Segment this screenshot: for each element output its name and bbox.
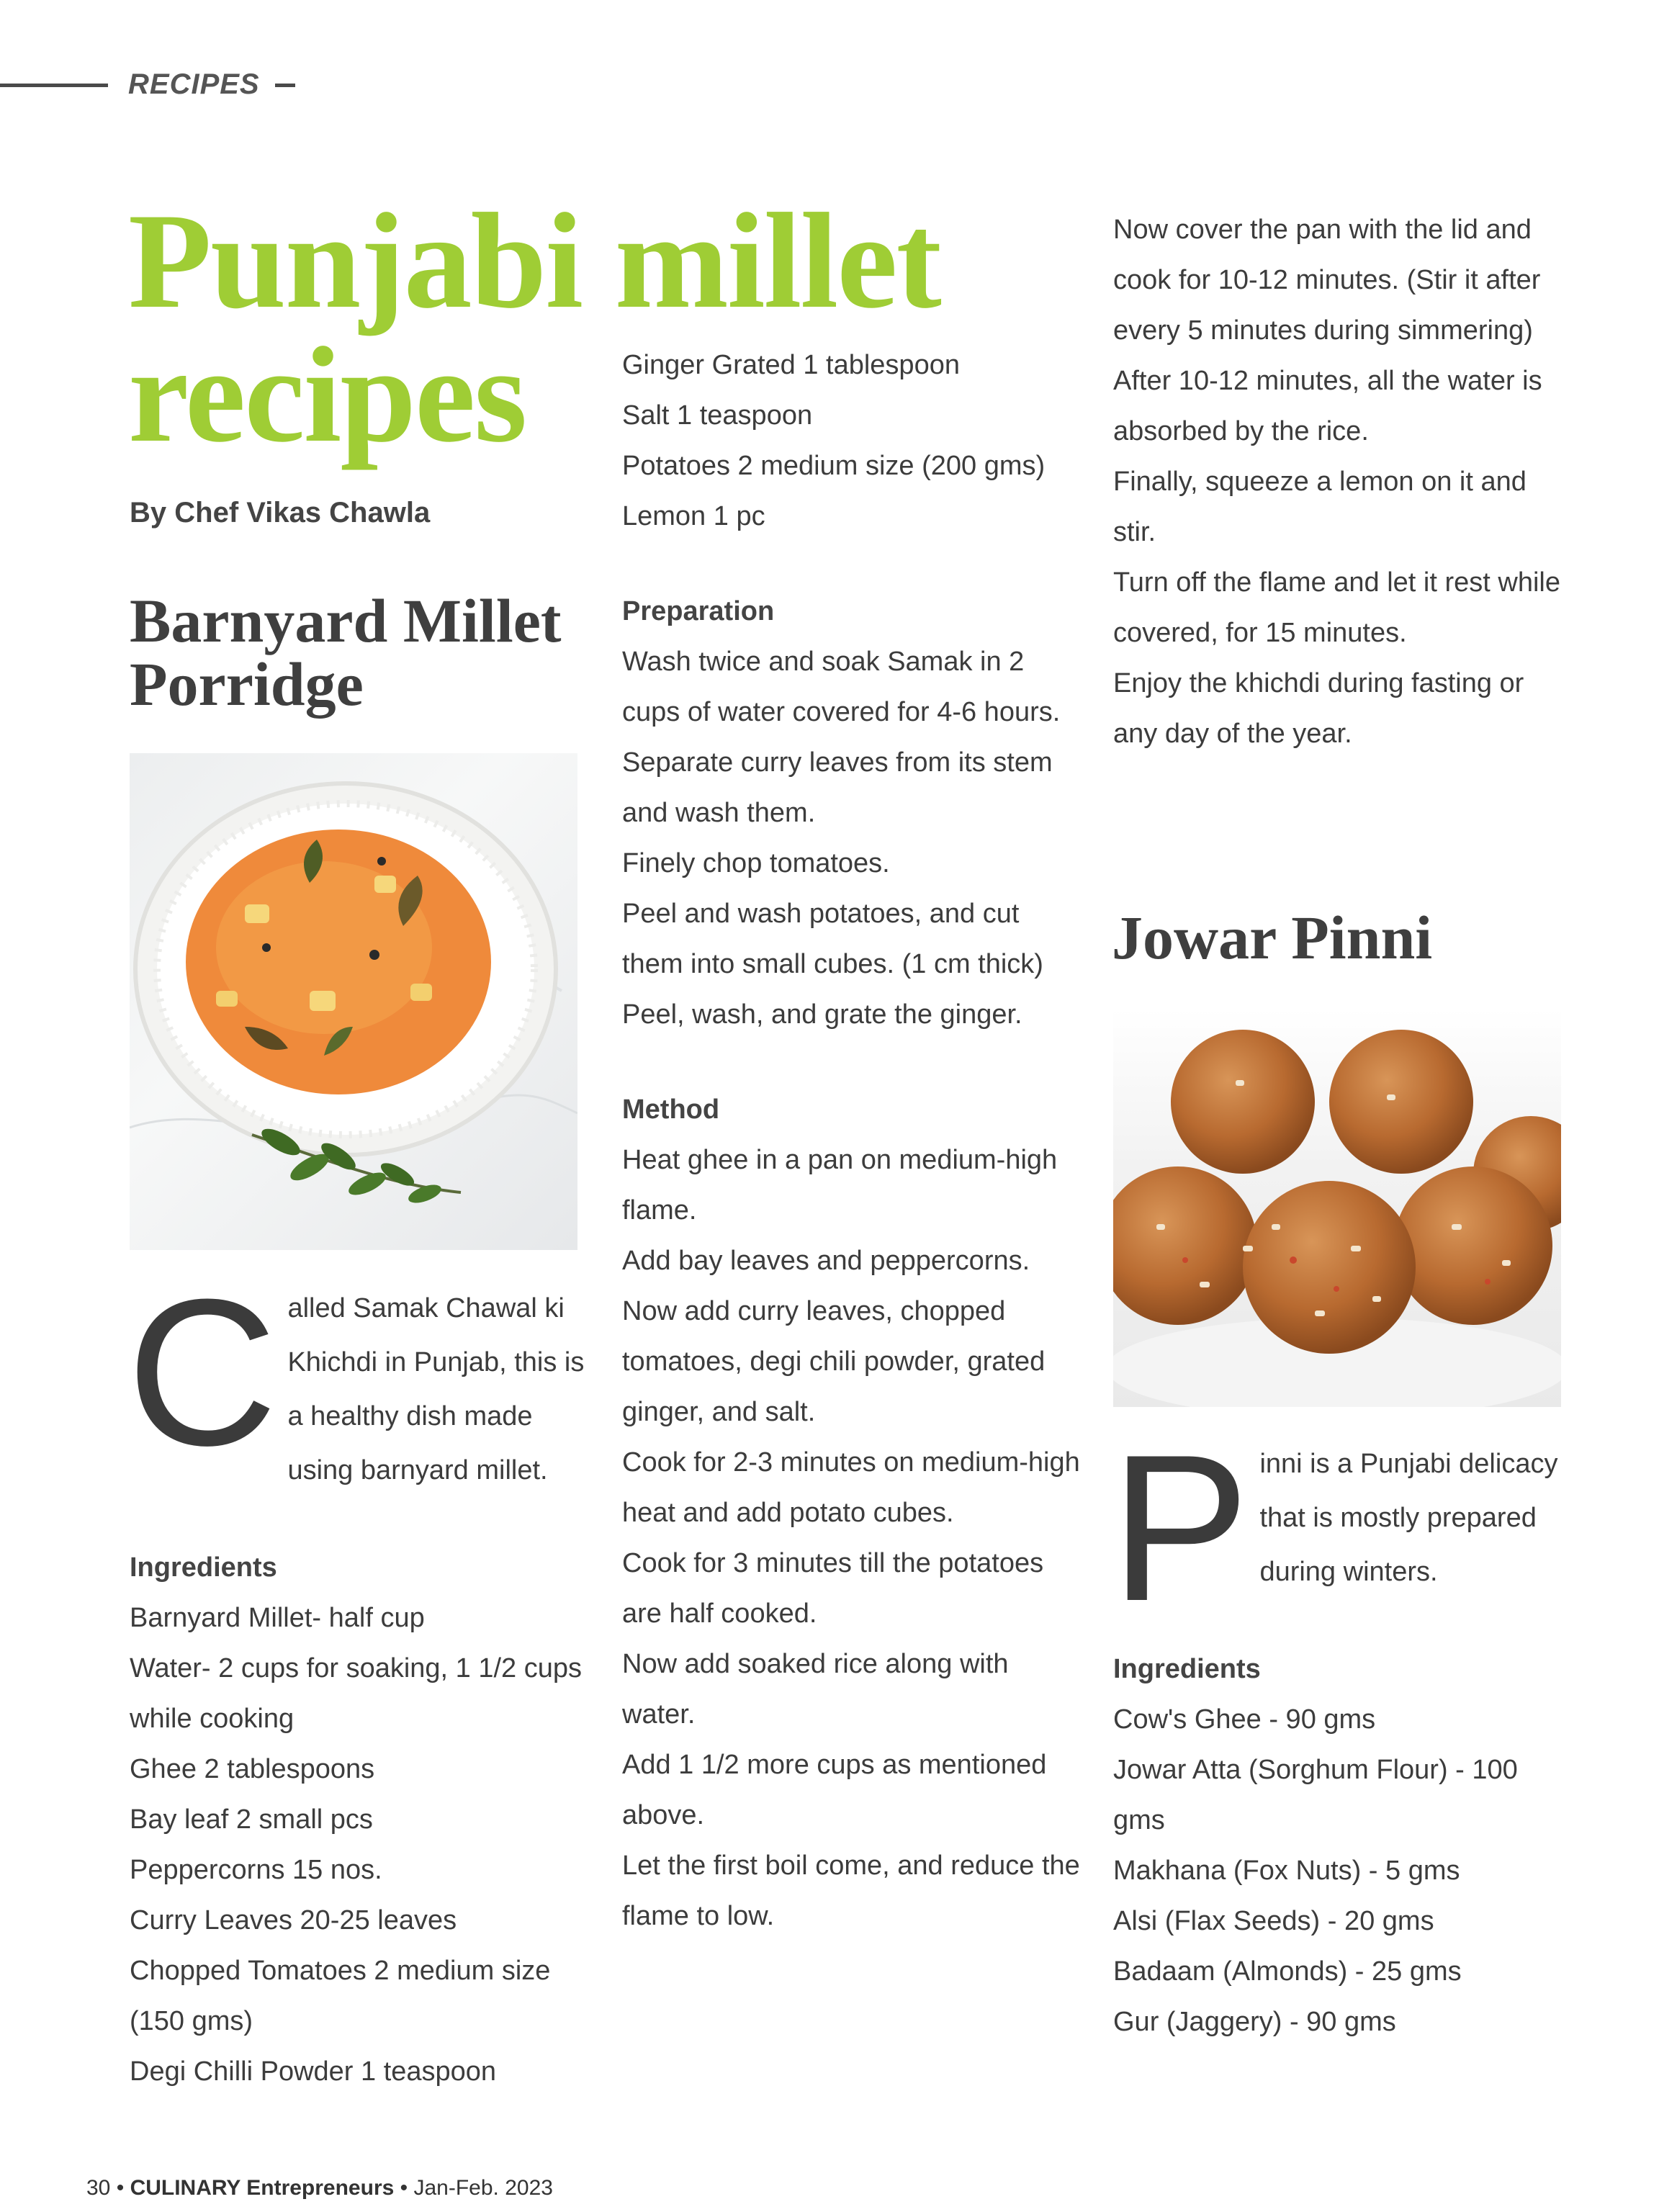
ingredient-item: Jowar Atta (Sorghum Flour) - 100 gms bbox=[1113, 1755, 1518, 1835]
preparation-step: Separate curry leaves from its stem and wash them. bbox=[622, 747, 1053, 828]
issue-date: Jan-Feb. 2023 bbox=[413, 2176, 553, 2200]
ingredient-item: Alsi (Flax Seeds) - 20 gms bbox=[1113, 1906, 1434, 1936]
preparation-step: Peel and wash potatoes, and cut them into small cubes. (1 cm thick) bbox=[622, 899, 1043, 979]
method-step: After 10-12 minutes, all the water is absorbed by the rice. bbox=[1113, 366, 1542, 446]
porridge-illustration bbox=[130, 753, 577, 1250]
ingredient-item: Curry Leaves 20-25 leaves bbox=[130, 1905, 457, 1936]
recipe-title-jowar-pinni: Jowar Pinni bbox=[1112, 903, 1433, 972]
ingredient-item: Makhana (Fox Nuts) - 5 gms bbox=[1113, 1856, 1460, 1886]
page-number: 30 bbox=[86, 2176, 111, 2200]
recipe-title-barnyard bbox=[130, 586, 590, 719]
method-step: Heat ghee in a pan on medium-high flame. bbox=[622, 1145, 1058, 1226]
header-dash bbox=[275, 84, 295, 87]
footer-bullet: • bbox=[116, 2176, 130, 2200]
section-label: RECIPES bbox=[128, 68, 260, 100]
ingredient-item: Salt 1 teaspoon bbox=[622, 400, 813, 431]
drop-cap: P bbox=[1110, 1411, 1250, 1645]
method-step: Finally, squeeze a lemon on it and stir. bbox=[1113, 467, 1527, 547]
pinni-photo bbox=[1113, 1008, 1561, 1407]
method-step: Let the first boil come, and reduce the flame to low. bbox=[622, 1851, 1080, 1931]
ingredient-item: Potatoes 2 medium size (200 gms) bbox=[622, 451, 1046, 481]
ingredient-item: Water- 2 cups for soaking, 1 1/2 cups while cooking bbox=[130, 1653, 583, 1734]
header-rule bbox=[0, 84, 108, 87]
byline: By Chef Vikas Chawla bbox=[130, 497, 431, 529]
ingredient-item: Peppercorns 15 nos. bbox=[130, 1855, 382, 1885]
ingredient-item: Barnyard Millet- half cup bbox=[130, 1603, 425, 1633]
ingredients-heading: Ingredients bbox=[1113, 1654, 1261, 1684]
method-heading: Method bbox=[622, 1094, 720, 1125]
ingredient-item: Ginger Grated 1 tablespoon bbox=[622, 350, 960, 380]
method-step: Cook for 3 minutes till the potatoes are half cooked. bbox=[622, 1548, 1044, 1629]
pinni-illustration bbox=[1113, 1008, 1561, 1407]
intro-text: alled Samak Chawal ki Khichdi in Punjab, this is a healthy dish made using barnyard millet. bbox=[287, 1293, 585, 1485]
intro-paragraph bbox=[127, 1256, 590, 1498]
method-step: Turn off the flame and let it rest while covered, for 15 minutes. bbox=[1113, 567, 1560, 648]
page-title-line-1: Punjabi millet bbox=[128, 186, 940, 337]
ingredient-item: Lemon 1 pc bbox=[622, 501, 765, 531]
porridge-photo bbox=[130, 753, 577, 1250]
ingredient-item: Gur (Jaggery) - 90 gms bbox=[1113, 2007, 1396, 2037]
method-step: Now add curry leaves, chopped tomatoes, degi chili powder, grated ginger, and salt. bbox=[622, 1296, 1046, 1427]
page-title-line-2: recipes bbox=[128, 320, 526, 471]
method-step: Now add soaked rice along with water. bbox=[622, 1649, 1009, 1730]
ingredient-item: Chopped Tomatoes 2 medium size (150 gms) bbox=[130, 1956, 551, 2036]
method-step: Add bay leaves and peppercorns. bbox=[622, 1246, 1030, 1276]
ingredient-item: Badaam (Almonds) - 25 gms bbox=[1113, 1956, 1462, 1987]
column-right-top bbox=[1113, 204, 1574, 759]
ingredient-item: Ghee 2 tablespoons bbox=[130, 1754, 375, 1784]
column-middle bbox=[622, 340, 1083, 1941]
preparation-step: Wash twice and soak Samak in 2 cups of water covered for 4-6 hours. bbox=[622, 647, 1061, 727]
ingredients-heading: Ingredients bbox=[130, 1552, 277, 1583]
intro-paragraph-pinni bbox=[1110, 1411, 1574, 1645]
column-right-bottom bbox=[1110, 1411, 1574, 2047]
method-step: Enjoy the khichdi during fasting or any day of the year. bbox=[1113, 668, 1524, 749]
column-left bbox=[127, 1256, 590, 2097]
page-footer bbox=[86, 2176, 553, 2200]
preparation-step: Peel, wash, and grate the ginger. bbox=[622, 999, 1022, 1030]
footer-bullet: • bbox=[400, 2176, 414, 2200]
magazine-name: CULINARY Entrepreneurs bbox=[130, 2176, 395, 2200]
recipe-title-line-2: Porridge bbox=[130, 649, 364, 719]
drop-cap: C bbox=[127, 1256, 278, 1489]
method-step: Cook for 2-3 minutes on medium-high heat and add potato cubes. bbox=[622, 1447, 1080, 1528]
method-step: Add 1 1/2 more cups as mentioned above. bbox=[622, 1750, 1047, 1830]
intro-text: inni is a Punjabi delicacy that is mostly prepared during winters. bbox=[1259, 1449, 1558, 1587]
preparation-heading: Preparation bbox=[622, 596, 775, 626]
method-step: Now cover the pan with the lid and cook for 10-12 minutes. (Stir it after every 5 minutes during simmering) bbox=[1113, 215, 1541, 346]
preparation-step: Finely chop tomatoes. bbox=[622, 848, 890, 878]
recipe-title-line-1: Barnyard Millet bbox=[130, 586, 562, 655]
ingredient-item: Bay leaf 2 small pcs bbox=[130, 1804, 373, 1835]
ingredient-item: Degi Chilli Powder 1 teaspoon bbox=[130, 2056, 497, 2087]
ingredient-item: Cow's Ghee - 90 gms bbox=[1113, 1704, 1376, 1735]
